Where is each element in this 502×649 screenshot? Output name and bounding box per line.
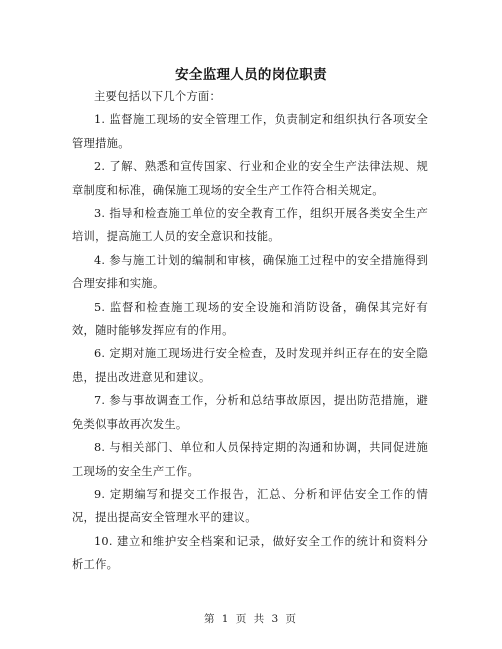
document-body bbox=[72, 85, 428, 577]
duty-item-8: 8. 与相关部门、单位和人员保持定期的沟通和协调，共同促进施工现场的安全生产工作。 bbox=[72, 441, 428, 478]
page-number-footer: 第 1 页 共 3 页 bbox=[203, 613, 299, 625]
duty-item-7: 7. 参与事故调查工作，分析和总结事故原因，提出防范措施，避免类似事故再次发生。 bbox=[72, 394, 428, 431]
duty-item-2: 2. 了解、熟悉和宣传国家、行业和企业的安全生产法律法规、规章制度和标准，确保施工现场的安全生产工作符合相关规定。 bbox=[72, 160, 428, 197]
duty-item-9: 9. 定期编写和提交工作报告，汇总、分析和评估安全工作的情况，提出提高安全管理水平的建议。 bbox=[72, 487, 428, 525]
duty-item-10: 10. 建立和维护安全档案和记录，做好安全工作的统计和资料分析工作。 bbox=[72, 534, 428, 572]
duty-item-4: 4. 参与施工计划的编制和审核，确保施工过程中的安全措施得到合理安排和实施。 bbox=[72, 253, 428, 291]
duty-item-3: 3. 指导和检查施工单位的安全教育工作，组织开展各类安全生产培训，提高施工人员的安全意识和技能。 bbox=[72, 207, 428, 244]
duty-item-6: 6. 定期对施工现场进行安全检查，及时发现并纠正存在的安全隐患，提出改进意见和建议。 bbox=[72, 347, 428, 384]
duty-item-1: 1. 监督施工现场的安全管理工作，负责制定和组织执行各项安全管理措施。 bbox=[72, 113, 428, 150]
document-title: 安全监理人员的岗位职责 bbox=[175, 67, 327, 83]
duty-item-5: 5. 监督和检查施工现场的安全设施和消防设备，确保其完好有效，随时能够发挥应有的作用。 bbox=[72, 300, 428, 338]
intro-paragraph: 主要包括以下几个方面： bbox=[94, 90, 222, 103]
